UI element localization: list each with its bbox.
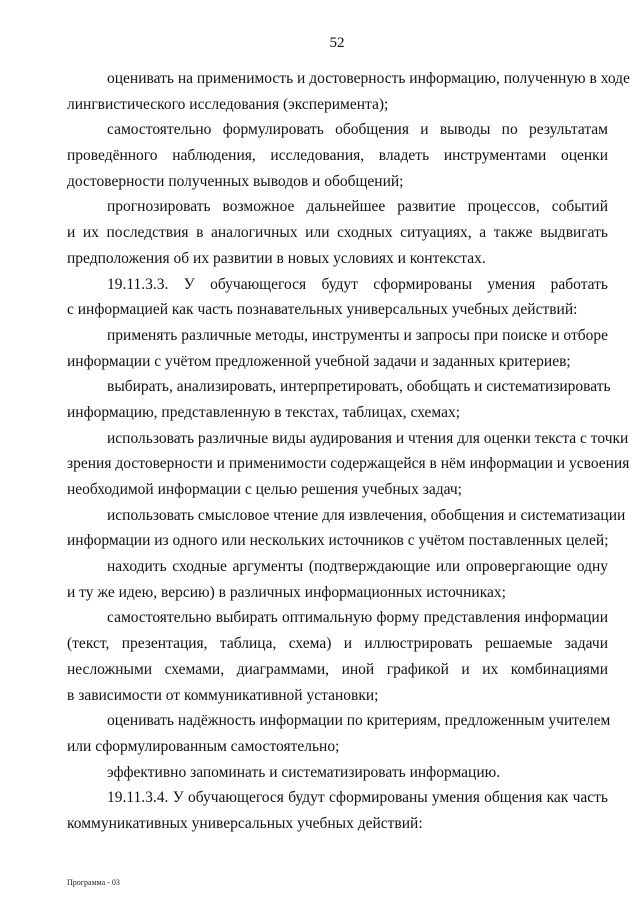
text-line: эффективно запоминать и систематизировать информацию.: [107, 763, 501, 781]
paragraph: [67, 503, 626, 554]
text-line: информации с учётом предложенной учебной задачи и заданных критериев;: [67, 352, 571, 370]
text-line: 19.11.3.3. У обучающегося будут сформированы умения работать: [107, 275, 608, 293]
text-line: выбирать, анализировать, интерпретировать, обобщать и систематизировать: [107, 378, 611, 396]
text-line: (текст, презентация, таблица, схема) и иллюстрировать решаемые задачи: [67, 635, 608, 653]
text-line: использовать различные виды аудирования и чтения для оценки текста с точки: [107, 429, 629, 447]
paragraph: [67, 426, 630, 503]
text-line: с информацией как часть познавательных универсальных учебных действий:: [67, 301, 578, 319]
text-line: информацию, представленную в текстах, таблицах, схемах;: [67, 403, 461, 421]
text-line: прогнозировать возможное дальнейшее развитие процессов, событий: [107, 198, 608, 216]
text-line: несложными схемами, диаграммами, иной графикой и их комбинациями: [67, 660, 608, 678]
text-line: оценивать на применимость и достоверность информацию, полученную в ходе: [107, 70, 630, 87]
paragraph: [67, 374, 611, 425]
paragraph: [67, 272, 608, 323]
text-line: предположения об их развитии в новых условиях и контекстах.: [67, 249, 486, 267]
paragraph: [67, 194, 608, 271]
text-line: самостоятельно выбирать оптимальную форму представления информации: [107, 609, 608, 627]
paragraph: [67, 66, 630, 117]
text-line: лингвистического исследования (эксперимента);: [67, 95, 389, 113]
text-line: коммуникативных универсальных учебных действий:: [67, 814, 423, 832]
text-line: в зависимости от коммуникативной установки;: [67, 686, 379, 704]
paragraph: [67, 760, 608, 786]
paragraph: [67, 117, 608, 194]
page-footer: Программа - 03: [67, 878, 120, 887]
text-line: зрения достоверности и применимости содержащейся в нём информации и усвоения: [67, 455, 630, 473]
text-line: или сформулированным самостоятельно;: [67, 737, 340, 755]
text-line: находить сходные аргументы (подтверждающие или опровергающие одну: [107, 558, 608, 576]
text-line: оценивать надёжность информации по критериям, предложенным учителем: [107, 712, 611, 730]
paragraph: [67, 785, 608, 836]
text-line: 19.11.3.4. У обучающегося будут сформированы умения общения как часть: [107, 789, 608, 807]
document-body: [67, 66, 630, 837]
text-line: проведённого наблюдения, исследования, владеть инструментами оценки: [67, 147, 608, 165]
text-line: использовать смысловое чтение для извлечения, обобщения и систематизации: [107, 506, 626, 524]
text-line: и ту же идею, версию) в различных информационных источниках;: [67, 583, 506, 601]
text-line: самостоятельно формулировать обобщения и выводы по результатам: [107, 121, 608, 139]
paragraph: [67, 323, 608, 374]
paragraph: [67, 554, 608, 605]
text-line: информации из одного или нескольких источников с учётом поставленных целей;: [67, 532, 609, 550]
text-line: достоверности полученных выводов и обобщений;: [67, 172, 404, 190]
text-line: необходимой информации с целью решения учебных задач;: [67, 481, 462, 498]
paragraph: [67, 708, 611, 759]
page-number: 52: [329, 35, 345, 51]
text-line: и их последствия в аналогичных или сходных ситуациях, а также выдвигать: [67, 224, 608, 242]
text-line: применять различные методы, инструменты и запросы при поиске и отборе: [107, 326, 608, 344]
paragraph: [67, 605, 608, 708]
